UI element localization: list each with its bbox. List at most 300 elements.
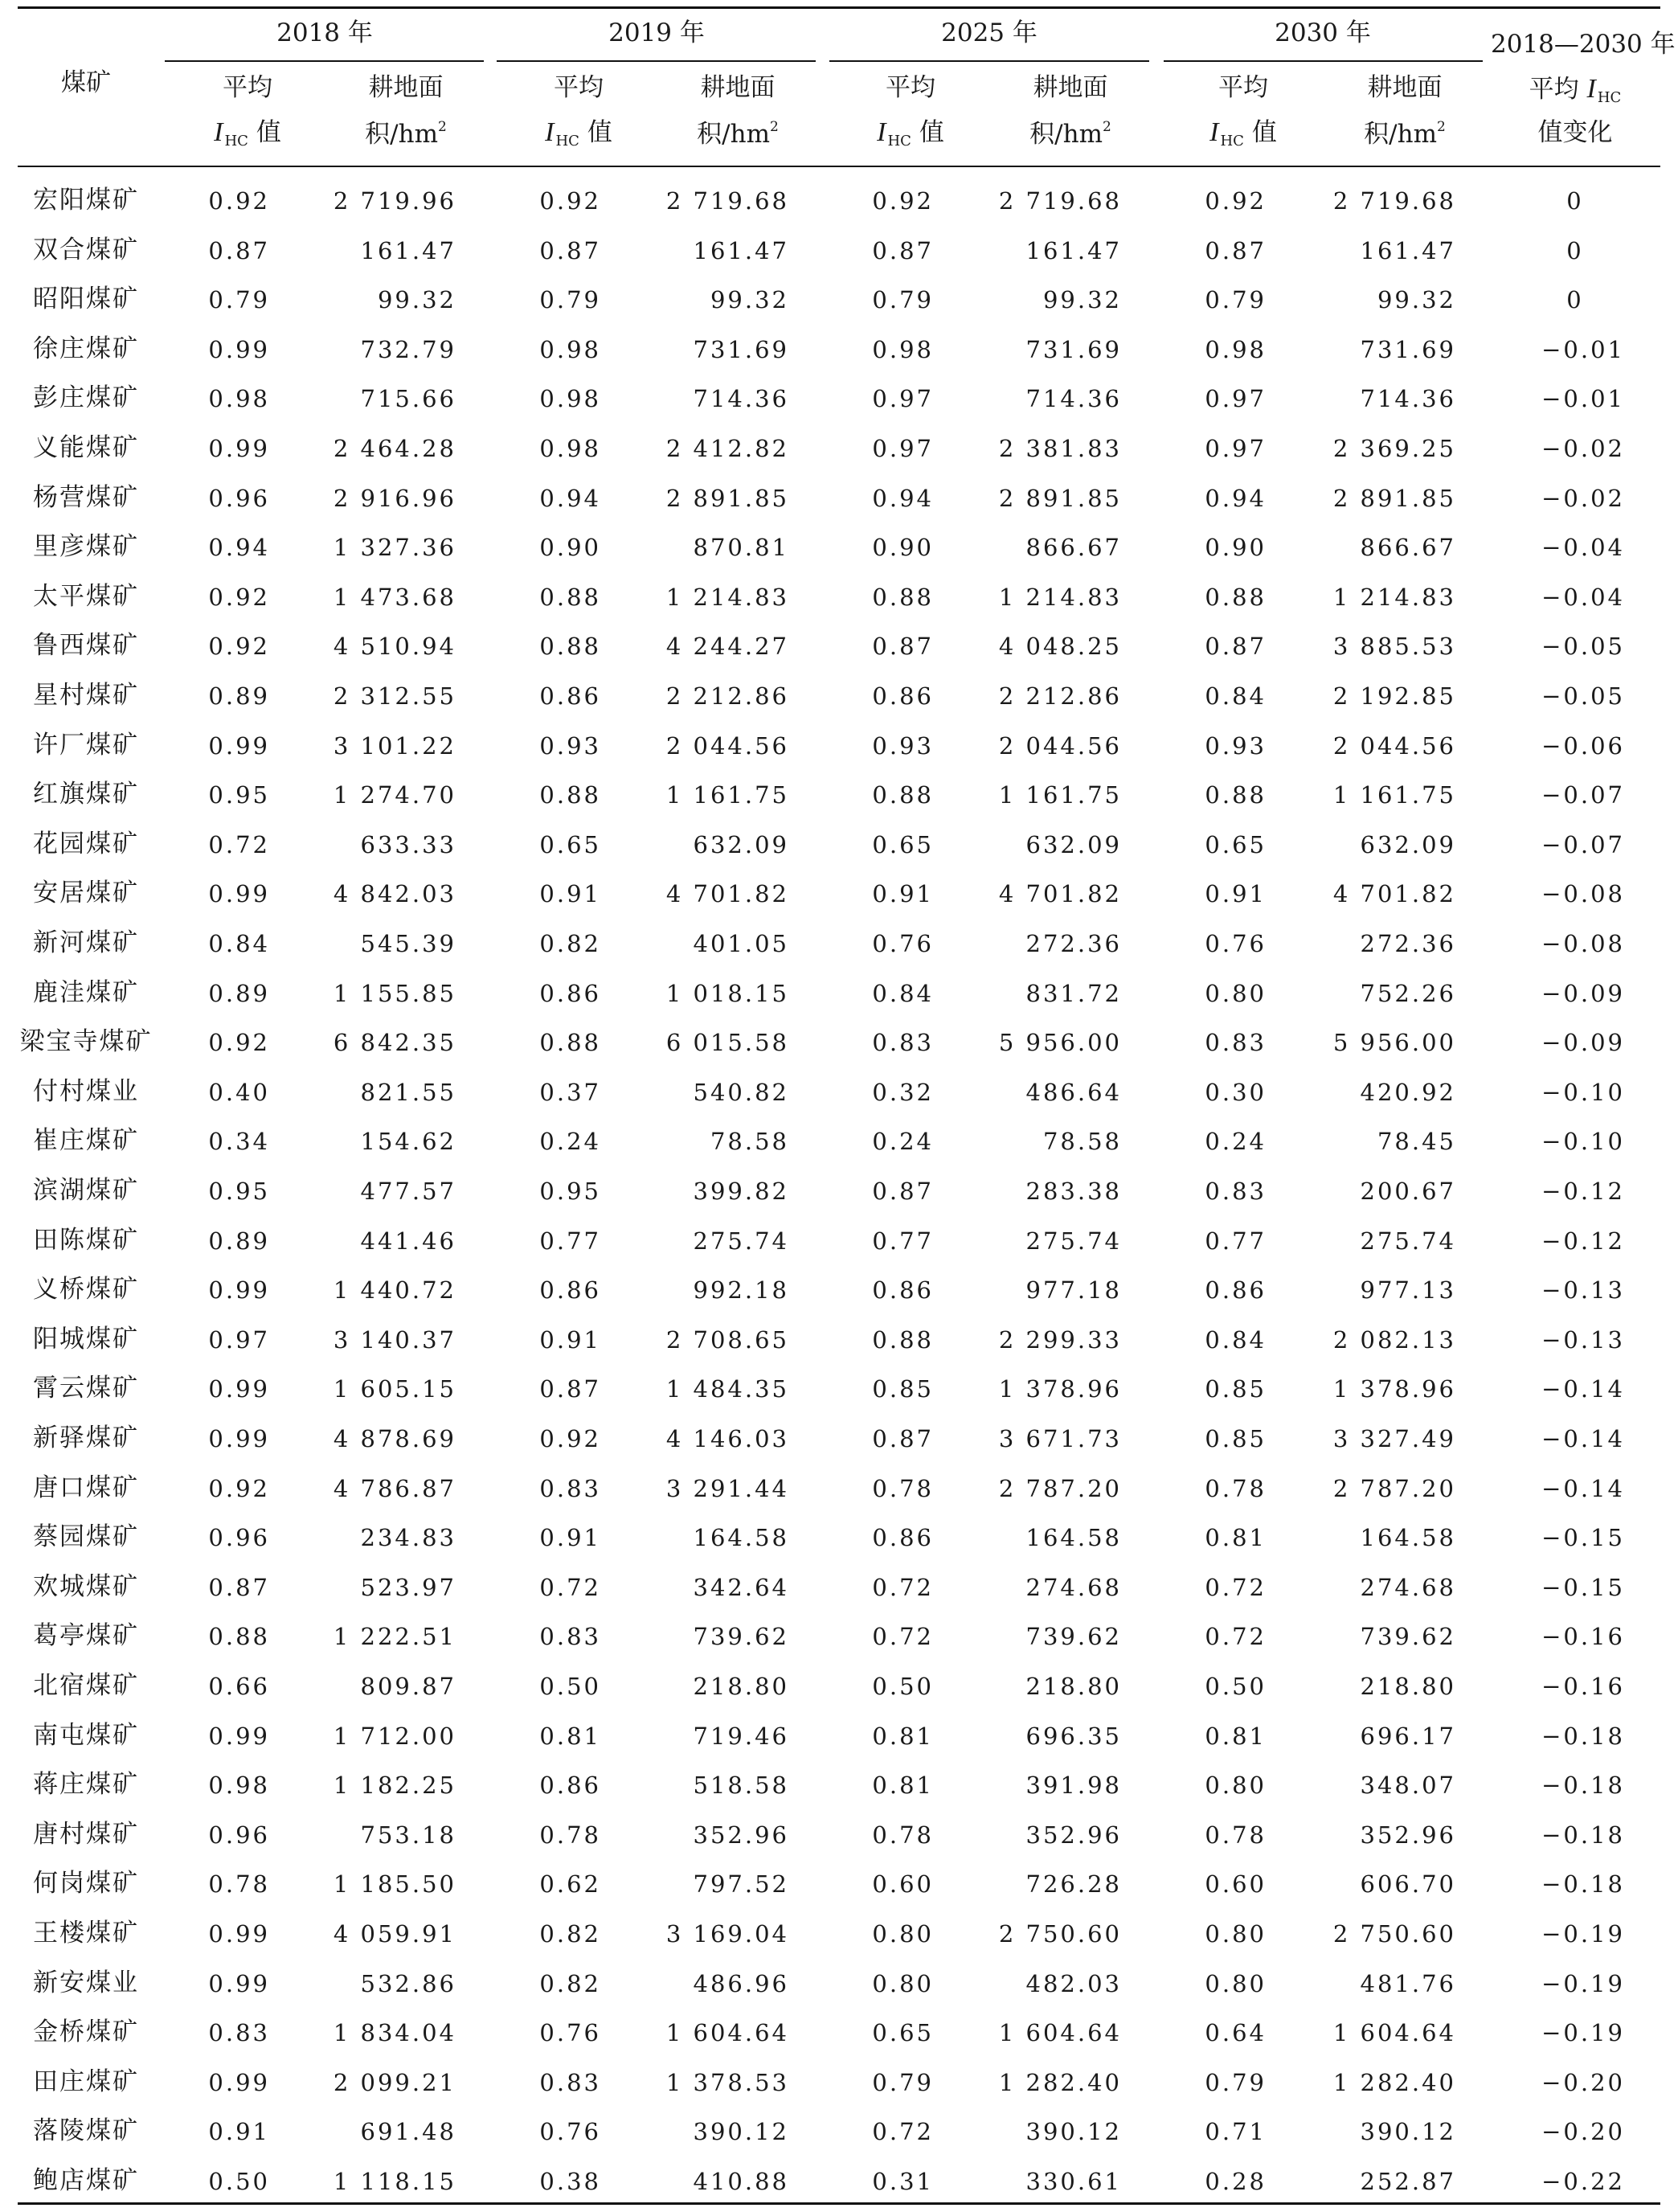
farmland-area: 726.28	[1025, 1870, 1122, 1898]
ihc-value: 0.50	[208, 2168, 270, 2195]
farmland-area: 4 244.27	[665, 633, 789, 660]
mine-name: 新驿煤矿	[33, 1423, 139, 1452]
ihc-value: 0.93	[1205, 732, 1267, 760]
ihc-value: 0.82	[539, 1920, 601, 1948]
ihc-value: 0.79	[872, 286, 934, 313]
farmland-area: 714.36	[1360, 385, 1456, 412]
area-unit-text: 积/hm	[1029, 120, 1103, 149]
farmland-area: 2 299.33	[998, 1326, 1122, 1354]
value-suffix: 值	[919, 118, 944, 147]
farmland-area: 606.70	[1360, 1870, 1456, 1898]
year-group-underline	[165, 60, 484, 62]
ihc-value: 0.82	[539, 1970, 601, 1997]
farmland-area: 632.09	[1025, 831, 1122, 858]
ihc-value: 0.87	[872, 1178, 934, 1205]
ihc-value: 0.96	[208, 485, 270, 512]
farmland-area: 732.79	[360, 336, 456, 363]
ihc-value: 0.90	[1205, 534, 1267, 561]
ihc-value: 0.72	[1205, 1574, 1267, 1601]
farmland-area: 6 842.35	[333, 1029, 456, 1056]
farmland-area: 696.17	[1360, 1722, 1456, 1750]
ihc-value: 0.93	[539, 732, 601, 760]
ihc-value: 0.86	[872, 1524, 934, 1551]
mine-name: 双合煤矿	[33, 236, 139, 264]
farmland-area: 632.09	[693, 831, 789, 858]
ihc-value: 0.94	[1205, 485, 1267, 512]
farmland-area: 2 916.96	[333, 485, 456, 512]
change-header-avg	[1495, 76, 1655, 105]
ihc-value-label	[830, 119, 991, 149]
i-letter: I	[1586, 74, 1596, 104]
farmland-area: 2 891.85	[998, 485, 1122, 512]
farmland-area: 1 161.75	[1332, 781, 1456, 809]
mine-name: 宏阳煤矿	[33, 186, 139, 215]
ihc-value: 0.98	[539, 385, 601, 412]
ihc-value: 0.78	[1205, 1821, 1267, 1849]
farmland-area: 691.48	[360, 2118, 456, 2145]
mine-name: 鹿洼煤矿	[33, 978, 139, 1007]
ihc-change: −0.04	[1541, 534, 1625, 561]
farmland-area: 441.46	[360, 1227, 456, 1255]
farmland-area: 731.69	[693, 336, 789, 363]
farmland-area: 545.39	[360, 930, 456, 957]
mine-name: 梁宝寺煤矿	[19, 1027, 153, 1056]
ihc-value: 0.82	[539, 930, 601, 957]
mine-name: 葛亭煤矿	[33, 1621, 139, 1650]
ihc-value: 0.97	[1205, 435, 1267, 462]
farmland-area: 161.47	[1360, 237, 1456, 264]
farmland-area: 352.96	[693, 1821, 789, 1849]
farmland-area: 1 712.00	[333, 1722, 456, 1750]
farmland-area: 348.07	[1360, 1772, 1456, 1799]
ihc-value: 0.91	[1205, 880, 1267, 907]
ihc-value: 0.83	[539, 1475, 601, 1502]
ihc-value: 0.87	[872, 237, 934, 264]
ihc-value: 0.84	[1205, 682, 1267, 710]
ihc-value: 0.72	[872, 1574, 934, 1601]
farmland-area: 274.68	[1025, 1574, 1122, 1601]
ihc-value: 0.50	[872, 1673, 934, 1700]
mine-name: 何岗煤矿	[33, 1869, 139, 1898]
mine-name: 花园煤矿	[33, 830, 139, 858]
mine-name: 鲍店煤矿	[33, 2166, 139, 2195]
ihc-value: 0.86	[539, 980, 601, 1007]
farmland-area: 1 161.75	[665, 781, 789, 809]
ihc-change: −0.05	[1541, 682, 1625, 710]
year-header: 2030 年	[1275, 18, 1371, 47]
ihc-value: 0.79	[1205, 286, 1267, 313]
farmland-area: 3 291.44	[665, 1475, 789, 1502]
area-unit-sup: 2	[769, 119, 779, 135]
ihc-value: 0.87	[208, 237, 270, 264]
ihc-value: 0.87	[872, 633, 934, 660]
ihc-value: 0.91	[872, 880, 934, 907]
ihc-value: 0.84	[208, 930, 270, 957]
farmland-area: 410.88	[693, 2168, 789, 2195]
ihc-value: 0.79	[1205, 2069, 1267, 2096]
ihc-value: 0.99	[208, 1425, 270, 1452]
ihc-value: 0.86	[1205, 1276, 1267, 1304]
farmland-area: 2 750.60	[998, 1920, 1122, 1948]
farmland-area: 161.47	[1025, 237, 1122, 264]
farmland-area: 399.82	[693, 1178, 789, 1205]
farmland-area: 2 192.85	[1332, 682, 1456, 710]
ihc-change: −0.19	[1541, 2019, 1625, 2046]
farmland-area: 4 842.03	[333, 880, 456, 907]
farmland-area: 2 891.85	[665, 485, 789, 512]
ihc-value: 0.88	[539, 781, 601, 809]
header-rule	[18, 166, 1660, 167]
farmland-area: 78.58	[1042, 1128, 1122, 1155]
farmland-area: 2 044.56	[1332, 732, 1456, 760]
farmland-area: 977.18	[1025, 1276, 1122, 1304]
year-header: 2025 年	[941, 18, 1037, 47]
ihc-value: 0.92	[539, 187, 601, 215]
ihc-value: 0.81	[1205, 1722, 1267, 1750]
year-group-underline	[1164, 60, 1483, 62]
farmland-area: 2 891.85	[1332, 485, 1456, 512]
ihc-value: 0.72	[1205, 1623, 1267, 1650]
area-label: 耕地面	[1033, 73, 1108, 102]
ihc-value: 0.98	[208, 385, 270, 412]
ihc-value: 0.65	[872, 2019, 934, 2046]
ihc-value: 0.81	[872, 1772, 934, 1799]
i-letter: I	[545, 117, 555, 147]
farmland-area: 866.67	[1360, 534, 1456, 561]
ihc-value: 0.83	[872, 1029, 934, 1056]
ihc-value: 0.83	[208, 2019, 270, 2046]
ihc-change: −0.14	[1541, 1475, 1625, 1502]
area-unit-text: 积/hm	[365, 120, 438, 149]
ihc-change: −0.08	[1541, 880, 1625, 907]
farmland-area: 1 214.83	[1332, 584, 1456, 611]
ihc-value: 0.78	[1205, 1475, 1267, 1502]
ihc-value: 0.98	[1205, 336, 1267, 363]
ihc-change: −0.01	[1541, 385, 1625, 412]
farmland-area: 1 282.40	[1332, 2069, 1456, 2096]
farmland-area: 715.66	[360, 385, 456, 412]
farmland-area: 2 787.20	[998, 1475, 1122, 1502]
farmland-area: 164.58	[693, 1524, 789, 1551]
ihc-change: −0.12	[1541, 1178, 1625, 1205]
farmland-area: 4 786.87	[333, 1475, 456, 1502]
ihc-value: 0.37	[539, 1079, 601, 1106]
ihc-value: 0.88	[208, 1623, 270, 1650]
ihc-value: 0.77	[872, 1227, 934, 1255]
ihc-value: 0.89	[208, 980, 270, 1007]
ihc-value: 0.40	[208, 1079, 270, 1106]
farmland-area: 6 015.58	[665, 1029, 789, 1056]
farmland-area: 696.35	[1025, 1722, 1122, 1750]
value-suffix: 值	[1251, 118, 1277, 147]
ihc-change: −0.20	[1541, 2118, 1625, 2145]
ihc-value: 0.80	[1205, 1772, 1267, 1799]
ihc-value: 0.83	[1205, 1178, 1267, 1205]
farmland-area: 218.80	[1360, 1673, 1456, 1700]
change-header-years: 2018—2030 年	[1491, 30, 1676, 59]
ihc-value: 0.88	[539, 633, 601, 660]
ihc-value: 0.86	[539, 1772, 601, 1799]
ihc-value: 0.81	[872, 1722, 934, 1750]
ihc-value: 0.99	[208, 1920, 270, 1948]
i-subscript: HC	[1597, 89, 1622, 106]
ihc-change: −0.01	[1541, 336, 1625, 363]
ihc-change: −0.18	[1541, 1870, 1625, 1898]
ihc-value: 0.62	[539, 1870, 601, 1898]
ihc-value: 0.60	[1205, 1870, 1267, 1898]
year-header: 2018 年	[276, 18, 373, 47]
farmland-area: 2 099.21	[333, 2069, 456, 2096]
ihc-value: 0.93	[872, 732, 934, 760]
farmland-area: 739.62	[1360, 1623, 1456, 1650]
change-header-value: 值变化	[1537, 118, 1613, 147]
farmland-area: 2 708.65	[665, 1326, 789, 1354]
farmland-area: 753.18	[360, 1821, 456, 1849]
farmland-area: 2 719.68	[1332, 187, 1456, 215]
ihc-value: 0.83	[1205, 1029, 1267, 1056]
mine-name: 蔡园煤矿	[33, 1522, 139, 1551]
ihc-value: 0.85	[1205, 1375, 1267, 1403]
farmland-area: 164.58	[1025, 1524, 1122, 1551]
i-letter: I	[1209, 117, 1219, 147]
mine-name: 田陈煤矿	[33, 1226, 139, 1255]
ihc-value: 0.86	[872, 1276, 934, 1304]
ihc-value: 0.32	[872, 1079, 934, 1106]
farmland-area: 2 787.20	[1332, 1475, 1456, 1502]
mine-name: 彭庄煤矿	[33, 383, 139, 412]
ihc-value: 0.94	[872, 485, 934, 512]
i-letter: I	[214, 117, 223, 147]
farmland-area: 809.87	[360, 1673, 456, 1700]
farmland-area: 731.69	[1025, 336, 1122, 363]
farmland-area: 632.09	[1360, 831, 1456, 858]
area-unit-text: 积/hm	[697, 120, 770, 149]
farmland-area: 3 885.53	[1332, 633, 1456, 660]
farmland-area: 481.76	[1360, 1970, 1456, 1997]
farmland-area: 1 378.96	[998, 1375, 1122, 1403]
farmland-area: 821.55	[360, 1079, 456, 1106]
ihc-change: −0.05	[1541, 633, 1625, 660]
ihc-change: −0.02	[1541, 485, 1625, 512]
ihc-value: 0.76	[1205, 930, 1267, 957]
ihc-value: 0.92	[1205, 187, 1267, 215]
ihc-change: 0	[1566, 187, 1584, 215]
area-unit-text: 积/hm	[1364, 120, 1437, 149]
mine-name: 杨营煤矿	[33, 483, 139, 512]
ihc-value: 0.65	[1205, 831, 1267, 858]
farmland-area: 1 604.64	[1332, 2019, 1456, 2046]
farmland-area: 870.81	[693, 534, 789, 561]
ihc-value: 0.95	[539, 1178, 601, 1205]
ihc-value-label	[498, 119, 659, 149]
farmland-area: 3 169.04	[665, 1920, 789, 1948]
farmland-area: 1 604.64	[998, 2019, 1122, 2046]
ihc-value: 0.98	[208, 1772, 270, 1799]
ihc-value: 0.72	[872, 1623, 934, 1650]
farmland-area: 1 834.04	[333, 2019, 456, 2046]
ihc-change: −0.13	[1541, 1276, 1625, 1304]
farmland-area: 4 878.69	[333, 1425, 456, 1452]
ihc-value: 0.92	[208, 633, 270, 660]
mine-name: 许厂煤矿	[33, 731, 139, 760]
farmland-area: 218.80	[1025, 1673, 1122, 1700]
farmland-area: 523.97	[360, 1574, 456, 1601]
ihc-value: 0.85	[872, 1375, 934, 1403]
ihc-value: 0.84	[872, 980, 934, 1007]
mine-name: 落陵煤矿	[33, 2116, 139, 2145]
farmland-area: 99.32	[1042, 286, 1122, 313]
farmland-area: 3 140.37	[333, 1326, 456, 1354]
farmland-area: 2 719.68	[665, 187, 789, 215]
ihc-value: 0.99	[208, 1276, 270, 1304]
year-header: 2019 年	[608, 18, 705, 47]
ihc-change: −0.16	[1541, 1673, 1625, 1700]
ihc-value: 0.98	[872, 336, 934, 363]
mine-name: 王楼煤矿	[33, 1919, 139, 1948]
ihc-change: −0.14	[1541, 1425, 1625, 1452]
ihc-value: 0.88	[539, 584, 601, 611]
ihc-value: 0.24	[539, 1128, 601, 1155]
ihc-value: 0.24	[1205, 1128, 1267, 1155]
ihc-change: −0.18	[1541, 1722, 1625, 1750]
farmland-area: 1 604.64	[665, 2019, 789, 2046]
farmland-area: 330.61	[1025, 2168, 1122, 2195]
ihc-value: 0.85	[1205, 1425, 1267, 1452]
ihc-value: 0.87	[872, 1425, 934, 1452]
avg-label: 平均	[554, 73, 604, 102]
ihc-value: 0.99	[208, 336, 270, 363]
farmland-area: 1 214.83	[998, 584, 1122, 611]
ihc-value: 0.91	[539, 1326, 601, 1354]
ihc-value: 0.79	[872, 2069, 934, 2096]
ihc-value: 0.87	[539, 237, 601, 264]
ihc-change: −0.07	[1541, 781, 1625, 809]
mine-name: 太平煤矿	[33, 582, 139, 611]
farmland-area: 164.58	[1360, 1524, 1456, 1551]
mine-name: 金桥煤矿	[33, 2017, 139, 2046]
ihc-value: 0.92	[208, 187, 270, 215]
ihc-change: −0.18	[1541, 1821, 1625, 1849]
ihc-value: 0.99	[208, 880, 270, 907]
ihc-value: 0.87	[1205, 633, 1267, 660]
ihc-value: 0.76	[539, 2019, 601, 2046]
farmland-area: 5 956.00	[1332, 1029, 1456, 1056]
ihc-change: −0.10	[1541, 1128, 1625, 1155]
ihc-value: 0.60	[872, 1870, 934, 1898]
ihc-value: 0.88	[872, 584, 934, 611]
ihc-change: −0.19	[1541, 1970, 1625, 1997]
farmland-area: 2 412.82	[665, 435, 789, 462]
farmland-area: 99.32	[377, 286, 456, 313]
farmland-area: 2 044.56	[998, 732, 1122, 760]
ihc-value: 0.66	[208, 1673, 270, 1700]
ihc-value: 0.84	[1205, 1326, 1267, 1354]
ihc-value: 0.98	[539, 336, 601, 363]
farmland-area: 3 671.73	[998, 1425, 1122, 1452]
ihc-value: 0.87	[208, 1574, 270, 1601]
ihc-value: 0.88	[1205, 781, 1267, 809]
farmland-area: 1 605.15	[333, 1375, 456, 1403]
farmland-area: 486.64	[1025, 1079, 1122, 1106]
mine-name: 南屯煤矿	[33, 1721, 139, 1750]
farmland-area: 4 059.91	[333, 1920, 456, 1948]
farmland-area: 154.62	[360, 1128, 456, 1155]
farmland-area: 731.69	[1360, 336, 1456, 363]
ihc-value: 0.99	[208, 1970, 270, 1997]
change-avg-label: 平均	[1529, 75, 1579, 104]
farmland-area: 1 274.70	[333, 781, 456, 809]
farmland-area: 3 327.49	[1332, 1425, 1456, 1452]
ihc-value: 0.76	[872, 930, 934, 957]
farmland-area: 714.36	[1025, 385, 1122, 412]
farmland-area: 977.13	[1360, 1276, 1456, 1304]
ihc-value: 0.97	[208, 1326, 270, 1354]
farmland-area: 2 044.56	[665, 732, 789, 760]
farmland-area: 200.67	[1360, 1178, 1456, 1205]
farmland-area: 486.96	[693, 1970, 789, 1997]
farmland-area: 633.33	[360, 831, 456, 858]
mine-name: 义能煤矿	[33, 433, 139, 462]
farmland-area: 1 155.85	[333, 980, 456, 1007]
ihc-value: 0.95	[208, 781, 270, 809]
farmland-area: 2 212.86	[665, 682, 789, 710]
ihc-value: 0.91	[539, 880, 601, 907]
mine-name: 付村煤业	[33, 1077, 139, 1106]
farmland-area: 275.74	[1025, 1227, 1122, 1255]
farmland-area: 1 327.36	[333, 534, 456, 561]
area-unit-label	[1316, 121, 1493, 147]
mine-name: 欢城煤矿	[33, 1572, 139, 1601]
mine-name: 崔庄煤矿	[33, 1126, 139, 1155]
farmland-area: 2 381.83	[998, 435, 1122, 462]
ihc-value: 0.92	[208, 1029, 270, 1056]
ihc-value: 0.97	[1205, 385, 1267, 412]
ihc-value: 0.65	[539, 831, 601, 858]
area-unit-sup: 2	[1436, 119, 1446, 135]
area-label: 耕地面	[700, 73, 776, 102]
farmland-area: 482.03	[1025, 1970, 1122, 1997]
area-unit-sup: 2	[1102, 119, 1111, 135]
farmland-area: 420.92	[1360, 1079, 1456, 1106]
ihc-value: 0.72	[539, 1574, 601, 1601]
ihc-change: −0.08	[1541, 930, 1625, 957]
ihc-value: 0.88	[872, 1326, 934, 1354]
farmland-area: 274.68	[1360, 1574, 1456, 1601]
ihc-value: 0.87	[539, 1375, 601, 1403]
mine-name: 安居煤矿	[33, 879, 139, 907]
ihc-value: 0.99	[208, 1722, 270, 1750]
ihc-value: 0.95	[208, 1178, 270, 1205]
farmland-area: 2 750.60	[1332, 1920, 1456, 1948]
mine-name: 里彦煤矿	[33, 532, 139, 561]
ihc-value: 0.90	[539, 534, 601, 561]
farmland-area: 352.96	[1360, 1821, 1456, 1849]
i-subscript: HC	[224, 133, 248, 150]
ihc-value: 0.86	[872, 682, 934, 710]
ihc-value: 0.89	[208, 1227, 270, 1255]
farmland-area: 78.58	[710, 1128, 789, 1155]
ihc-value: 0.94	[208, 534, 270, 561]
value-suffix: 值	[256, 118, 281, 147]
farmland-area: 275.74	[693, 1227, 789, 1255]
farmland-area: 272.36	[1025, 930, 1122, 957]
farmland-area: 1 484.35	[665, 1375, 789, 1403]
mine-name: 蒋庄煤矿	[33, 1770, 139, 1799]
ihc-value: 0.79	[539, 286, 601, 313]
farmland-area: 1 018.15	[665, 980, 789, 1007]
mine-name: 新河煤矿	[33, 928, 139, 957]
farmland-area: 234.83	[360, 1524, 456, 1551]
